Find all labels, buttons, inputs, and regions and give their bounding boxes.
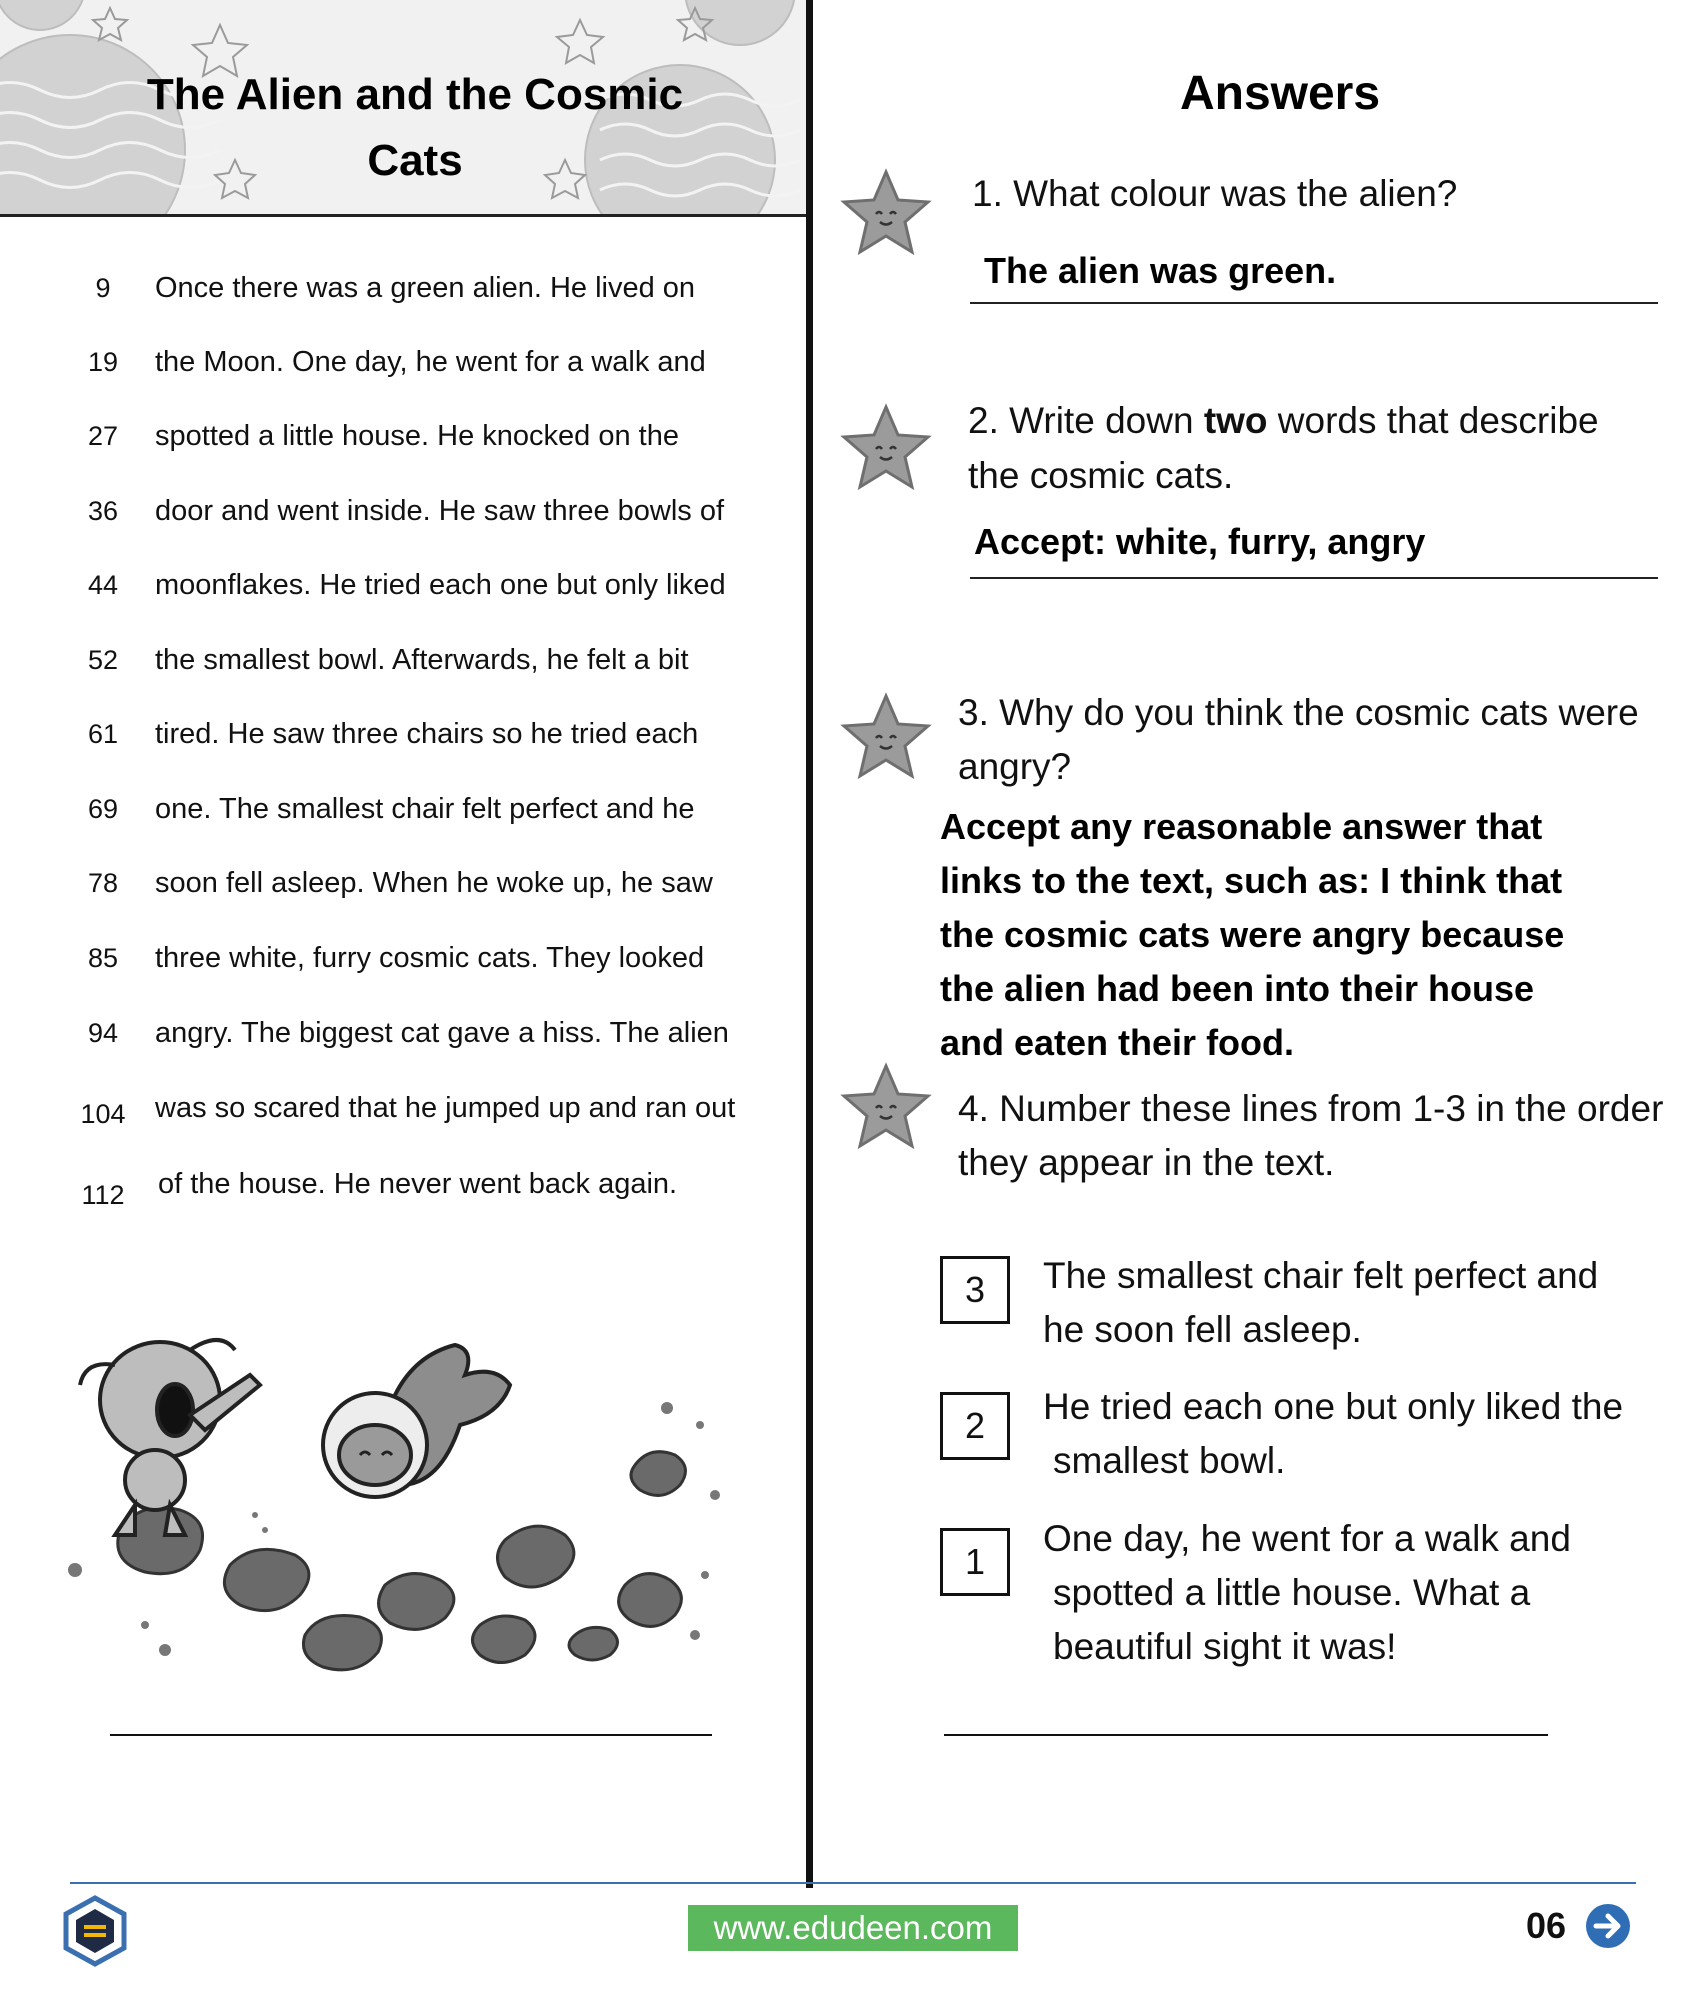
word-count: 69 [87,794,119,824]
banner-divider [0,214,808,217]
answers-heading: Answers [1179,67,1381,120]
word-count: 61 [87,719,119,749]
passage-line: one. The smallest chair felt perfect and he [155,793,695,825]
footer-divider [70,1882,1636,1884]
story-title [110,62,720,194]
answer-3-line: links to the text, such as: I think that [940,860,1563,901]
answer-3-line: the cosmic cats were angry because [940,914,1565,955]
order-item-line: beautiful sight it was! [1053,1626,1397,1667]
question-1: 1. What colour was the alien? [972,173,1458,214]
word-count: 9 [95,273,111,303]
question-4-line-2: they appear in the text. [958,1142,1335,1183]
question-2-line-2: the cosmic cats. [968,455,1234,496]
star-icon [838,168,934,258]
right-answer-line [944,1734,1548,1736]
passage-line: tired. He saw three chairs so he tried each [155,718,699,750]
word-count: 78 [87,868,119,898]
order-item-line: He tried each one but only liked the [1043,1386,1624,1427]
order-item-line: One day, he went for a walk and [1043,1518,1571,1559]
order-box[interactable]: 2 [940,1392,1010,1460]
story-title-line-2: Cats [367,136,463,185]
passage-line: angry. The biggest cat gave a hiss. The alien [155,1017,729,1049]
word-count: 44 [87,570,119,600]
answer-3-line: the alien had been into their house [940,968,1535,1009]
answer-3-line: and eaten their food. [940,1022,1295,1063]
star-icon [838,403,934,493]
passage-line: the Moon. One day, he went for a walk and [155,346,706,378]
word-count: 19 [87,347,119,377]
answer-1: The alien was green. [984,250,1337,291]
passage-line: door and went inside. He saw three bowls of [155,495,725,527]
arrow-right-icon[interactable] [1584,1902,1632,1950]
left-answer-line [110,1734,712,1736]
order-box[interactable]: 1 [940,1528,1010,1596]
word-count: 36 [87,496,119,526]
question-3-line-2: angry? [958,746,1072,787]
question-3: 3. Why do you think the cosmic cats were [958,692,1639,733]
word-count: 104 [80,1099,126,1129]
website-link[interactable]: www.edudeen.com [688,1905,1018,1951]
question-2-text: 2. Write down [968,400,1204,441]
passage-line: moonflakes. He tried each one but only liked [155,569,726,601]
alien-and-cat-illustration [55,1305,775,1705]
page-number: 06 [1526,1905,1567,1946]
passage-line: was so scared that he jumped up and ran out [155,1092,736,1124]
answer-3 [940,800,1640,1070]
word-count: 94 [87,1018,119,1048]
passage-line: spotted a little house. He knocked on the [155,420,679,452]
question-2 [968,394,1599,448]
passage-line: the smallest bowl. Afterwards, he felt a bit [155,644,689,676]
answer-2: Accept: white, furry, angry [974,521,1426,562]
order-box[interactable]: 3 [940,1256,1010,1324]
column-divider [806,0,813,1888]
order-item-line: smallest bowl. [1053,1440,1286,1481]
question-2-emphasis: two [1203,400,1268,441]
word-count: 112 [81,1180,125,1210]
story-title-line-1: The Alien and the Cosmic [146,70,684,119]
passage-line: Once there was a green alien. He lived on [155,272,696,304]
passage-line: three white, furry cosmic cats. They looked [155,942,705,974]
word-count: 27 [87,421,119,451]
order-item-line: The smallest chair felt perfect and [1043,1255,1599,1296]
answer-3-line: Accept any reasonable answer that [940,806,1543,847]
word-count: 85 [87,943,119,973]
passage-line: of the house. He never went back again. [158,1168,678,1200]
order-item-line: spotted a little house. What a [1053,1572,1531,1613]
edudeen-logo-icon [62,1895,128,1967]
order-item-line: he soon fell asleep. [1043,1309,1362,1350]
question-4: 4. Number these lines from 1-3 in the order [958,1088,1664,1129]
answer-1-line [970,302,1658,304]
star-icon [838,1062,934,1152]
word-count: 52 [87,645,119,675]
star-icon [838,692,934,782]
question-2-text-end: words that describe [1267,400,1599,441]
passage-line: soon fell asleep. When he woke up, he saw [155,867,713,899]
answer-2-line [970,577,1658,579]
